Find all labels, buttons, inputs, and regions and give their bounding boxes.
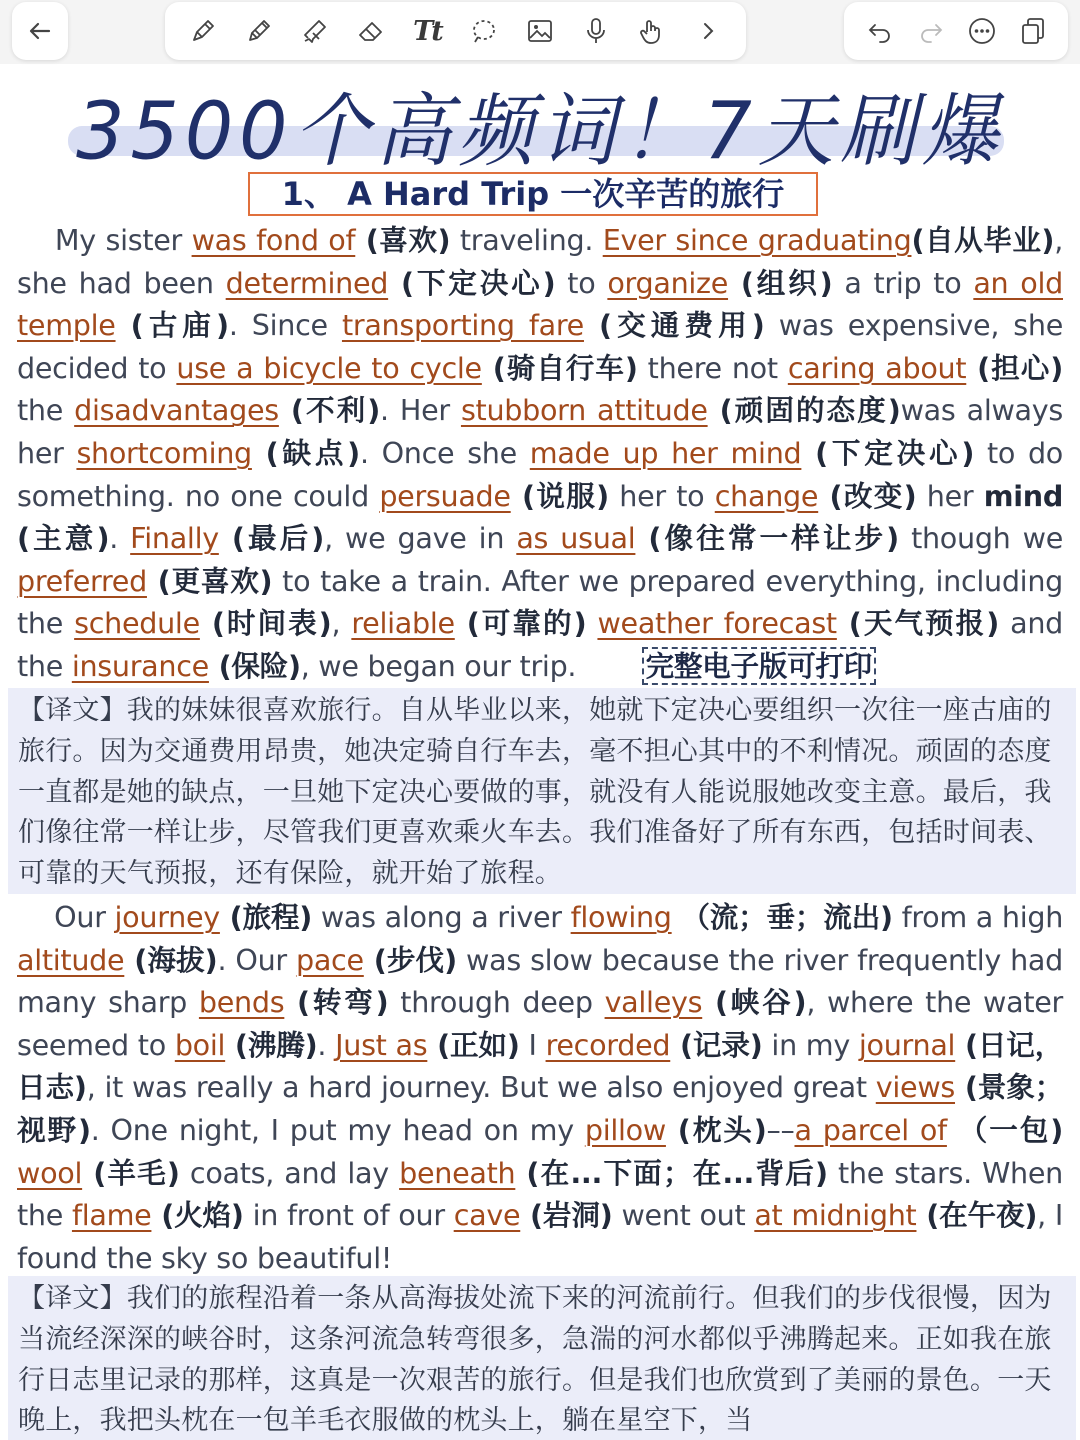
vocab-word: cave — [453, 1198, 521, 1233]
passage-text: coats, and lay — [179, 1155, 400, 1190]
passage-text: to take a train. After we prepared everything, including the — [17, 563, 1063, 641]
vocab-word: reliable — [351, 606, 455, 641]
vocab-word: weather forecast — [597, 606, 837, 641]
passage-text: . — [317, 1027, 336, 1062]
copy-pages-icon — [1018, 16, 1048, 46]
chinese-gloss: (枕头) — [665, 1112, 767, 1147]
chinese-gloss: (火焰) — [151, 1198, 244, 1233]
chinese-gloss: (记录) — [670, 1027, 763, 1062]
passage-text: her to — [608, 478, 715, 513]
chinese-gloss: mind — [983, 478, 1063, 513]
passage-text: through deep — [388, 985, 605, 1020]
vocab-word: organize — [607, 265, 729, 300]
vocab-word: beneath — [399, 1155, 516, 1190]
chinese-gloss: (正如) — [427, 1027, 520, 1062]
passage-text: –– — [766, 1112, 795, 1147]
passage-2 — [17, 896, 1063, 1279]
highlighter-icon — [300, 16, 330, 46]
pencil-icon — [244, 16, 274, 46]
vocab-word: flowing — [570, 900, 672, 934]
chinese-gloss: （流；垂；流出) — [671, 900, 893, 934]
passage-text: . Her — [379, 393, 461, 428]
chinese-gloss: (保险) — [208, 648, 301, 683]
vocab-word: Finally — [130, 521, 219, 556]
more-icon — [967, 16, 997, 46]
section-title: 1、 A Hard Trip 一次辛苦的旅行 — [248, 172, 818, 216]
hand-touch-icon — [637, 16, 667, 46]
vocab-word: change — [714, 478, 819, 513]
vocab-word: was fond of — [191, 223, 356, 257]
chinese-gloss: (古庙) — [115, 308, 229, 343]
vocab-word: persuade — [379, 478, 511, 513]
pen-tool-button[interactable] — [180, 8, 226, 54]
passage-text: , it was really a hard journey. But we also enjoyed great — [86, 1070, 876, 1105]
passage-text: . Since — [228, 308, 342, 343]
passage-text: , I found the sky so beautiful! — [17, 1198, 1063, 1275]
passage-text: I — [519, 1027, 546, 1062]
passage-text: traveling. — [450, 223, 603, 257]
chinese-gloss: (顽固的态度) — [707, 393, 901, 428]
passage-text: , we gave in — [324, 521, 517, 556]
chinese-gloss: （一包) — [946, 1112, 1063, 1147]
lasso-icon — [469, 16, 499, 46]
image-icon — [525, 16, 555, 46]
redo-button[interactable] — [908, 8, 954, 54]
passage-text: to do something. no one could — [17, 435, 1064, 513]
chinese-gloss: (改变) — [818, 478, 917, 513]
vocab-word: at midnight — [754, 1198, 917, 1233]
print-note-badge: 完整电子版可打印 — [642, 647, 876, 685]
passage-text: , we began our trip. — [300, 648, 577, 683]
vocab-word: a parcel of — [794, 1112, 947, 1147]
chinese-gloss: (最后) — [218, 521, 325, 556]
vocab-word: journal — [858, 1027, 956, 1062]
more-button[interactable] — [959, 8, 1005, 54]
vocab-word: insurance — [71, 648, 209, 683]
passage-text — [586, 606, 597, 640]
vocab-word: valleys — [604, 985, 703, 1020]
translation-1: 【译文】我的妹妹很喜欢旅行。自从毕业以来，她就下定决心要组织一次往一座古庙的旅行。因为交通费用昂贵，她决定骑自行车去，毫不担心其中的不利情况。顽固的态度一直都是她的缺点，一旦她下定决心要做的事，就没有人能说服她改变主意。最后，我们像往常一样让步，尽管我们更喜欢乘火车去。我们准备好了所有东西，包括时间表、可靠的天气预报，还有保险，就开始了旅程。 — [8, 688, 1076, 894]
lasso-tool-button[interactable] — [461, 8, 507, 54]
passage-text: , where the water seemed to — [17, 985, 1064, 1062]
arrow-left-icon — [25, 16, 55, 46]
passage-text: . Our — [217, 942, 296, 977]
chinese-gloss: (天气预报) — [836, 606, 1000, 641]
chinese-gloss: (自从毕业) — [911, 223, 1055, 257]
vocab-word: schedule — [74, 606, 200, 641]
chevron-right-icon — [693, 16, 723, 46]
passage-text: , she had been — [17, 223, 1063, 300]
vocab-word: use a bicycle to cycle — [176, 350, 482, 385]
vocab-word: recorded — [545, 1027, 671, 1062]
vocab-word: preferred — [17, 563, 147, 598]
passage-text: and the — [17, 606, 1063, 683]
more-tools-button[interactable] — [685, 8, 731, 54]
vocab-word: pillow — [584, 1112, 666, 1147]
vocab-word: Ever since graduating — [602, 223, 912, 257]
tool-palette — [165, 2, 746, 60]
back-button[interactable] — [12, 2, 68, 60]
passage-text: . Once she — [359, 435, 530, 470]
chinese-gloss: (组织) — [728, 265, 833, 300]
vocab-word: transporting fare — [341, 308, 584, 343]
eraser-tool-button[interactable] — [348, 8, 394, 54]
chinese-gloss: (不利) — [278, 393, 380, 428]
vocab-word: caring about — [787, 350, 967, 385]
chinese-gloss: (可靠的) — [454, 606, 587, 641]
vocab-word: Just as — [335, 1027, 428, 1062]
microphone-icon — [581, 16, 611, 46]
passage-text: the stars. When the — [17, 1155, 1063, 1233]
chinese-gloss: (羊毛) — [82, 1155, 180, 1190]
passage-text: Our — [54, 900, 115, 934]
chinese-gloss: (说服) — [510, 478, 609, 513]
pencil-tool-button[interactable] — [236, 8, 282, 54]
image-tool-button[interactable] — [517, 8, 563, 54]
highlighter-tool-button[interactable] — [292, 8, 338, 54]
chinese-gloss: (景象；视野) — [17, 1070, 1064, 1147]
passage-text: was along a river — [311, 900, 571, 934]
vocab-word: boil — [174, 1027, 226, 1062]
undo-icon — [865, 16, 895, 46]
vocab-word: made up her mind — [529, 435, 802, 470]
microphone-tool-button[interactable] — [573, 8, 619, 54]
chinese-gloss: (下定决心) — [388, 265, 556, 300]
passage-text: went out — [612, 1198, 755, 1233]
vocab-word: journey — [114, 900, 220, 934]
chinese-gloss: (喜欢) — [355, 223, 451, 257]
passage-text: My sister — [54, 223, 192, 257]
chinese-gloss: (步伐) — [363, 942, 457, 977]
page-title: 3500个高频词！7天刷爆 — [76, 84, 1004, 178]
passage-text: was slow because the river frequently had many sharp — [17, 942, 1063, 1020]
chinese-gloss: (岩洞) — [520, 1198, 613, 1233]
passage-text: the — [17, 393, 75, 428]
passage-text: her — [916, 478, 984, 513]
chinese-gloss: (骑自行车) — [481, 350, 638, 385]
title-banner — [0, 64, 1080, 178]
chinese-gloss: (沸腾) — [225, 1027, 318, 1062]
translation-2: 【译文】我们的旅程沿着一条从高海拔处流下来的河流前行。但我们的步伐很慢，因为当流经深深的峡谷时，这条河流急转弯很多，急湍的河水都似乎沸腾起来。正如我在旅行日志里记录的那样，这真是一次艰苦的旅行。但是我们也欣赏到了美丽的景色。一天晚上，我把头枕在一包羊毛衣服做的枕头上，躺在星空下，当 — [8, 1276, 1076, 1440]
passage-text: a trip to — [832, 265, 974, 300]
passage-1 — [17, 219, 1063, 688]
vocab-word: bends — [198, 985, 285, 1020]
chinese-gloss: (在...下面；在...背后) — [515, 1155, 828, 1190]
passage-text: was always her — [17, 393, 1063, 470]
pen-icon — [188, 16, 218, 46]
text-tool-icon: Tt — [413, 15, 442, 47]
vocab-word: as usual — [516, 521, 636, 556]
passage-text: . — [109, 521, 131, 556]
undo-button[interactable] — [857, 8, 903, 54]
passage-text: though we — [898, 521, 1064, 556]
chinese-gloss: (旅程) — [219, 900, 312, 934]
passage-text: , — [331, 606, 352, 641]
vocab-word: disadvantages — [74, 393, 279, 428]
chinese-gloss: (日记，日志) — [17, 1027, 1063, 1105]
eraser-icon — [356, 16, 386, 46]
passage-text: from a high — [892, 900, 1064, 934]
chinese-gloss: (海拔) — [124, 942, 218, 977]
vocab-word: shortcoming — [76, 435, 252, 470]
vocab-word: stubborn attitude — [460, 393, 708, 428]
pages-button[interactable] — [1010, 8, 1056, 54]
chinese-gloss: (缺点) — [251, 435, 360, 470]
chinese-gloss: (下定决心) — [801, 435, 975, 470]
vocab-word: flame — [71, 1198, 152, 1233]
vocab-word: an old temple — [17, 265, 1063, 343]
action-bar — [844, 2, 1068, 60]
passage-text: in my — [762, 1027, 859, 1062]
chinese-gloss: (在午夜) — [916, 1198, 1038, 1233]
vocab-word: altitude — [17, 942, 125, 977]
hand-touch-tool-button[interactable] — [629, 8, 675, 54]
vocab-word: pace — [295, 942, 364, 977]
toolbar — [0, 0, 1080, 64]
passage-text: there not — [637, 350, 788, 385]
chinese-gloss: (主意) — [17, 521, 110, 556]
passage-text: was expensive, she decided to — [17, 308, 1063, 385]
text-tool-button[interactable] — [404, 8, 450, 54]
passage-text: to — [555, 265, 608, 300]
chinese-gloss: (担心) — [966, 350, 1064, 385]
chinese-gloss: (峡谷) — [702, 985, 807, 1020]
vocab-word: views — [875, 1070, 956, 1105]
vocab-word: determined — [225, 265, 389, 300]
redo-icon — [916, 16, 946, 46]
passage-text: in front of our — [243, 1198, 454, 1233]
chinese-gloss: (时间表) — [199, 606, 332, 641]
chinese-gloss: (转弯) — [284, 985, 389, 1020]
chinese-gloss: (更喜欢) — [146, 563, 273, 598]
chinese-gloss: (像往常一样让步) — [635, 521, 899, 556]
vocab-word: wool — [17, 1155, 83, 1190]
chinese-gloss: (交通费用) — [583, 308, 765, 343]
passage-text: . One night, I put my head on my — [90, 1112, 585, 1147]
